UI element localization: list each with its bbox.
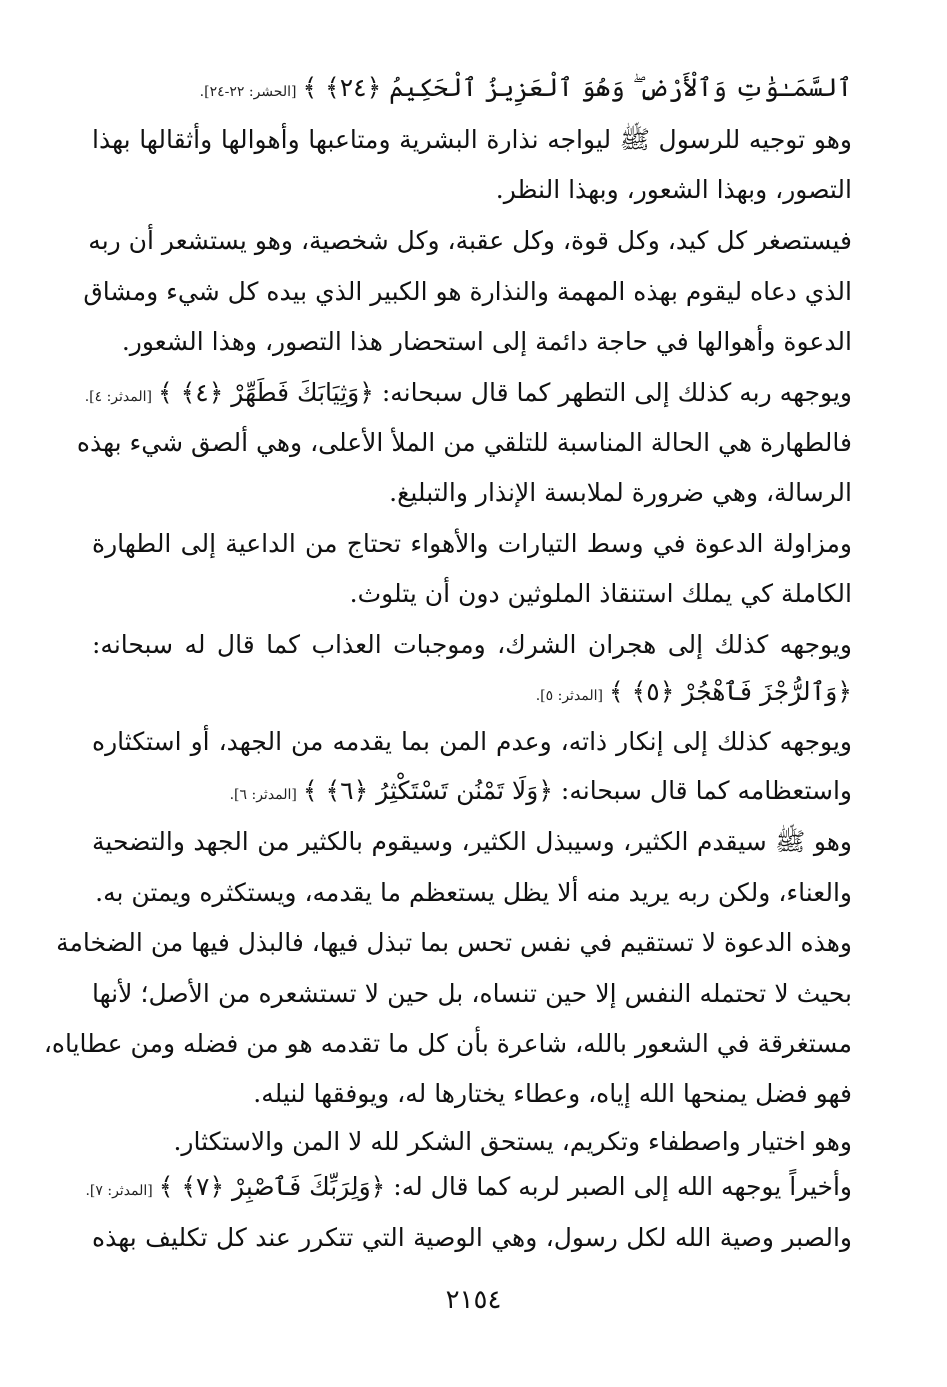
quran-verse: واستعظامه كما قال سبحانه: ﴿وَلَا تَمْنُن تَسْتَكْثِرُ ﴿٦﴾ ﴾ (302, 776, 852, 805)
quran-verse: ﴿وَٱلرُّجْزَ فَٱهْجُرْ ﴿٥﴾ ﴾ (609, 677, 852, 706)
text-line-13 (92, 670, 852, 718)
text-line-4: فيستصغر كل كيد، وكل قوة، وكل عقبة، وكل شخصية، وهو يستشعر أن ربه (88, 226, 852, 255)
text-line-14: ويوجهه كذلك إلى إنكار ذاته، وعدم المن بما يقدمه من الجهد، أو استكثاره (92, 727, 852, 756)
text-line-5: الذي دعاه ليقوم بهذه المهمة والنذارة هو الكبير الذي بيده كل شيء ومشاق (83, 277, 852, 306)
text-line-2: وهو توجيه للرسول ﷺ ليواجه نذارة البشرية ومتاعبها وأهوالها وأثقالها بهذا (92, 125, 852, 154)
text-line-16: وهو ﷺ سيقدم الكثير، وسيبذل الكثير، وسيقوم بالكثير من الجهد والتضحية (92, 827, 852, 856)
text-line-24: والصبر وصية الله لكل رسول، وهي الوصية التي تتكرر عند كل تكليف بهذه (92, 1223, 852, 1252)
verse-reference: [المدثر: ٦]. (229, 787, 297, 803)
text-line-1 (92, 66, 852, 114)
text-line-3: التصور، وبهذا الشعور، وبهذا النظر. (495, 175, 852, 204)
text-line-6: الدعوة وأهوالها في حاجة دائمة إلى استحضار هذا التصور، وهذا الشعور. (121, 327, 852, 356)
text-line-18: وهذه الدعوة لا تستقيم في نفس تحس بما تبذل فيها، فالبذل فيها من الضخامة (56, 928, 852, 957)
page-number: ٢١٥٤ (445, 1285, 502, 1315)
text-line-9: الرسالة، وهي ضرورة لملابسة الإنذار والتبليغ. (389, 478, 852, 507)
text-line-22: وهو اختيار واصطفاء وتكريم، يستحق الشكر لله لا المن والاستكثار. (173, 1127, 852, 1156)
text-line-11: الكاملة كي يملك استنقاذ الملوثين دون أن يتلوث. (349, 579, 852, 608)
text-line-19: بحيث لا تحتمله النفس إلا حين تنساه، بل حين لا تستشعره من الأصل؛ لأنها (92, 979, 852, 1008)
text-line-7 (84, 371, 852, 419)
verse-reference: [المدثر: ٤]. (84, 389, 152, 405)
text-line-21: فهو فضل يمنحها الله إياه، وعطاء يختارها له، ويوفقها لنيله. (253, 1079, 852, 1108)
verse-reference: [المدثر: ٥]. (535, 688, 604, 704)
quran-verse: ٱلسَّمَـٰوَٰتِ وَٱلْأَرْضِ ۖ وَهُوَ ٱلْعَزِيزُ ٱلْحَكِيمُ ﴿٢٤﴾ ﴾ (302, 73, 852, 102)
verse-reference: [الحشر: ٢٢-٢٤]. (199, 84, 297, 100)
text-line-12: ويوجهه كذلك إلى هجران الشرك، وموجبات العذاب كما قال له سبحانه: (92, 630, 852, 659)
verse-reference: [المدثر: ٧]. (85, 1183, 153, 1199)
text-line-15 (92, 769, 852, 817)
text-line-10: ومزاولة الدعوة في وسط التيارات والأهواء تحتاج من الداعية إلى الطهارة (92, 529, 852, 558)
quran-verse: ويوجهه ربه كذلك إلى التطهر كما قال سبحانه: ﴿وَثِيَابَكَ فَطَهِّرْ ﴿٤﴾ ﴾ (158, 378, 852, 407)
text-line-20: مستغرقة في الشعور بالله، شاعرة بأن كل ما تقدمه هو من فضله ومن عطاياه، (43, 1029, 852, 1058)
quran-verse: وأخيراً يوجهه الله إلى الصبر لربه كما قال له: ﴿وَلِرَبِّكَ فَٱصْبِرْ ﴿٧﴾ ﴾ (158, 1172, 852, 1201)
text-line-8: فالطهارة هي الحالة المناسبة للتلقي من الملأ الأعلى، وهي ألصق شيء بهذه (76, 428, 852, 457)
text-line-17: والعناء، ولكن ربه يريد منه ألا يظل يستعظم ما يقدمه، ويستكثره ويمتن به. (95, 878, 852, 907)
text-line-23 (85, 1165, 852, 1213)
